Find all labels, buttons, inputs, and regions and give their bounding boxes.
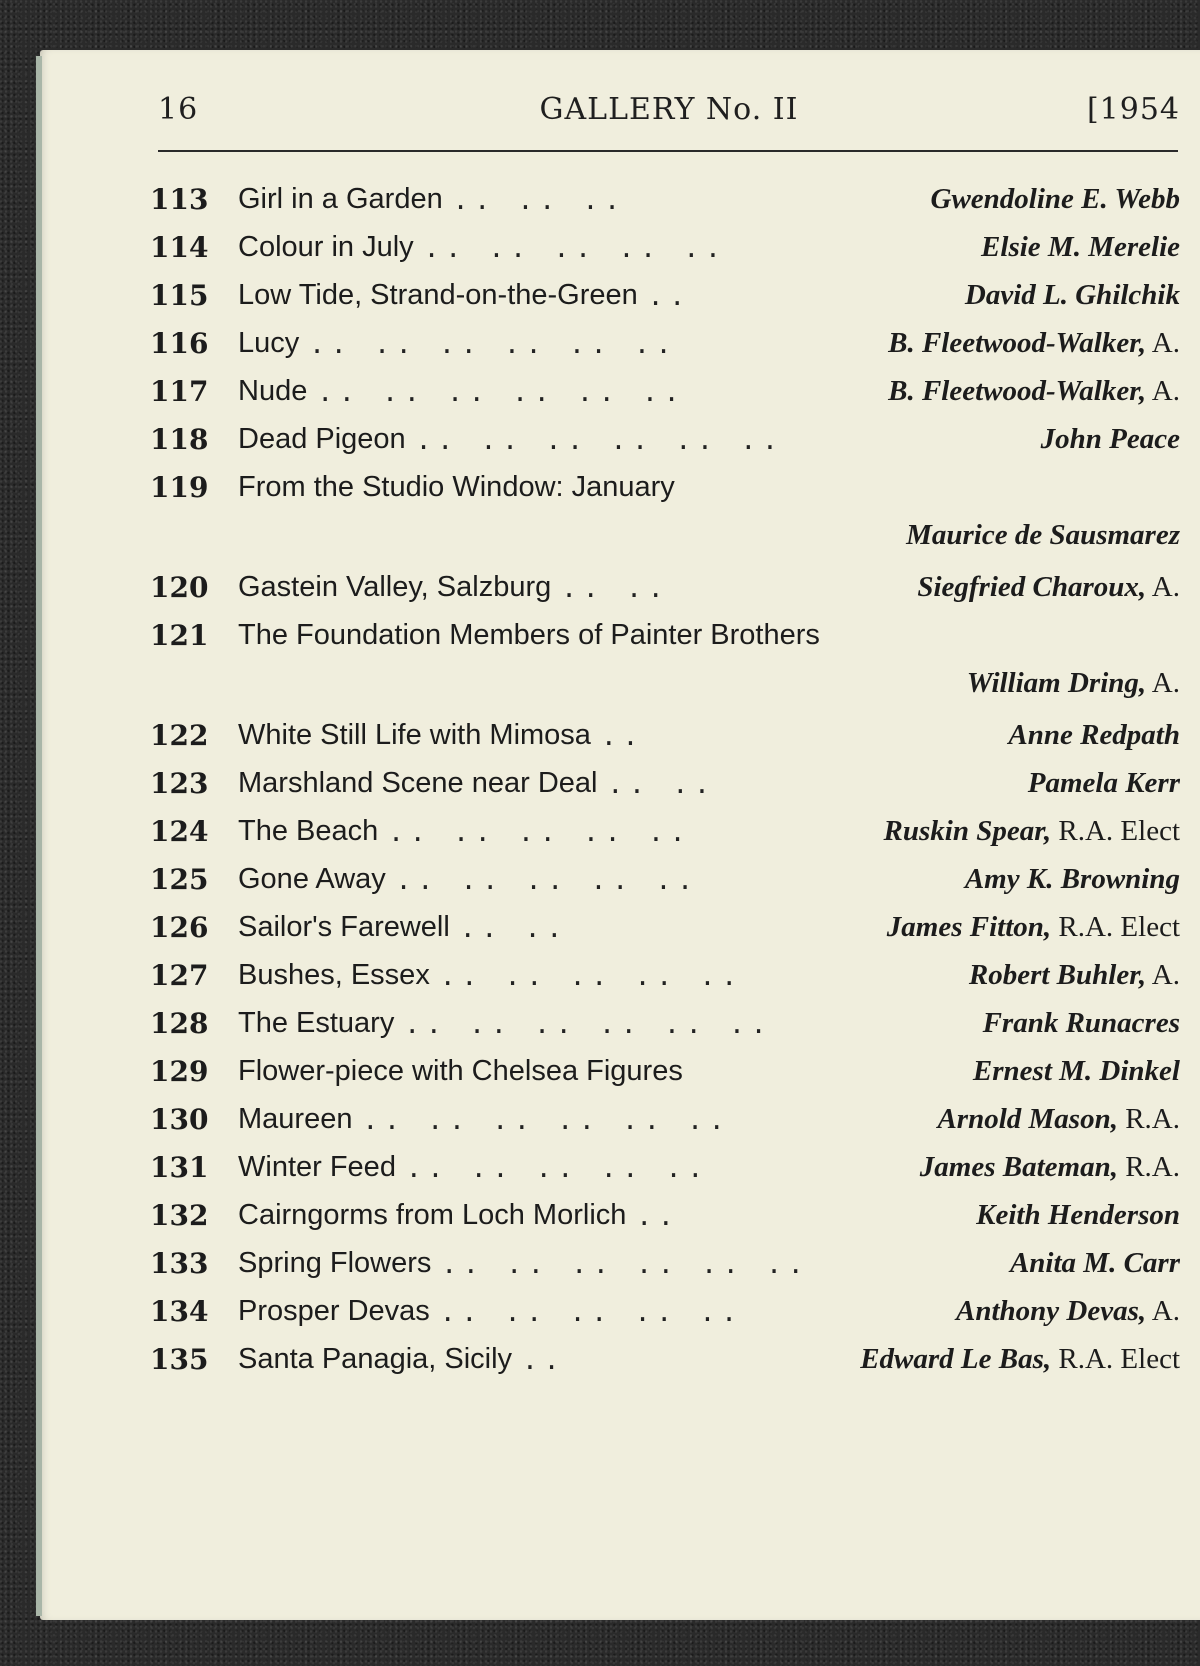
entry-title: Bushes, Essex xyxy=(238,959,430,991)
artist-name: David L. Ghilchik xyxy=(964,279,1180,311)
entry-number: 115 xyxy=(150,279,209,312)
entry-artist xyxy=(1022,765,1180,800)
artist-name: B. Fleetwood-Walker, xyxy=(888,327,1147,359)
entry-number: 120 xyxy=(150,571,209,604)
year: [1954 xyxy=(1086,92,1180,127)
entry-line xyxy=(150,264,1180,312)
page-title: GALLERY No. II xyxy=(539,92,799,127)
entry-title: The Estuary xyxy=(238,1007,395,1039)
catalogue-entry xyxy=(150,1280,1180,1328)
entry-line xyxy=(150,1040,1180,1088)
entry-artist xyxy=(882,373,1180,408)
dot-leader: .. xyxy=(600,722,645,752)
entry-line xyxy=(150,456,1180,504)
catalogue-entry xyxy=(150,944,1180,992)
entry-line xyxy=(150,1280,1180,1328)
entry-artist xyxy=(881,909,1180,944)
artist-name: Elsie M. Merelie xyxy=(981,231,1180,263)
artist-name: Ernest M. Dinkel xyxy=(972,1055,1180,1087)
entry-number: 114 xyxy=(150,231,209,264)
entry-artist xyxy=(878,813,1181,848)
entry-line-continued xyxy=(150,504,1180,552)
dot-leader: .. .. .. .. .. .. xyxy=(362,1106,731,1136)
entry-number: 113 xyxy=(150,183,209,216)
entry-title: Spring Flowers xyxy=(238,1247,432,1279)
catalogue-entry xyxy=(150,896,1180,944)
artist-honour: A. xyxy=(1146,1295,1180,1327)
dot-leader: .. .. .. .. .. xyxy=(423,234,727,264)
entry-title: Maureen xyxy=(238,1103,353,1135)
artist-honour: R.A. xyxy=(1117,1103,1180,1135)
entry-line xyxy=(150,1184,1180,1232)
entry-line xyxy=(150,408,1180,456)
artist-name: Maurice de Sausmarez xyxy=(906,519,1180,551)
artist-name: Robert Buhler, xyxy=(968,959,1147,991)
dot-leader: .. xyxy=(647,282,692,312)
dot-leader: .. .. .. .. .. xyxy=(439,1298,743,1328)
page-header xyxy=(158,92,1180,142)
artist-honour: R.A. xyxy=(1117,1151,1180,1183)
entry-number: 119 xyxy=(150,471,209,504)
catalogue-entry xyxy=(150,168,1180,216)
catalogue-entry xyxy=(150,216,1180,264)
entry-title: Nude xyxy=(238,375,308,407)
entry-number: 121 xyxy=(150,619,209,652)
entry-artist xyxy=(931,1101,1180,1136)
entry-title: Gone Away xyxy=(238,863,386,895)
entry-line xyxy=(150,800,1180,848)
catalogue-entry xyxy=(150,556,1180,604)
catalogue-entry xyxy=(150,1184,1180,1232)
artist-name: James Bateman, xyxy=(919,1151,1118,1183)
entry-list xyxy=(150,168,1180,1376)
artist-name: Edward Le Bas, xyxy=(860,1343,1052,1375)
entry-artist xyxy=(1004,1245,1180,1280)
entry-number: 135 xyxy=(150,1343,209,1376)
catalogue-entry xyxy=(150,704,1180,752)
catalogue-entry xyxy=(150,992,1180,1040)
entry-title: Flower-piece with Chelsea Figures xyxy=(238,1055,683,1087)
entry-title: Winter Feed xyxy=(238,1151,396,1183)
catalogue-entry xyxy=(150,312,1180,360)
entry-number: 122 xyxy=(150,719,209,752)
entry-line-continued xyxy=(150,652,1180,700)
artist-name: Arnold Mason, xyxy=(937,1103,1118,1135)
artist-honour: A. xyxy=(1146,667,1180,699)
catalogue-entry xyxy=(150,456,1180,552)
entry-artist xyxy=(854,1341,1180,1376)
entry-line xyxy=(150,1136,1180,1184)
entry-artist xyxy=(882,325,1180,360)
artist-name: Siegfried Charoux, xyxy=(917,571,1147,603)
entry-line xyxy=(150,704,1180,752)
entry-number: 127 xyxy=(150,959,209,992)
catalogue-entry xyxy=(150,1232,1180,1280)
dot-leader: .. .. .. .. .. xyxy=(388,818,692,848)
entry-title: Santa Panagia, Sicily xyxy=(238,1343,513,1375)
catalogue-entry xyxy=(150,848,1180,896)
entry-artist xyxy=(1002,717,1180,752)
catalogue-entry xyxy=(150,1040,1180,1088)
artist-name: John Peace xyxy=(1040,423,1180,455)
artist-honour: A. xyxy=(1146,571,1180,603)
entry-title: Marshland Scene near Deal xyxy=(238,767,598,799)
entry-line xyxy=(150,168,1180,216)
entry-line xyxy=(150,360,1180,408)
entry-number: 118 xyxy=(150,423,209,456)
artist-honour: A. xyxy=(1146,959,1180,991)
catalogue-entry xyxy=(150,408,1180,456)
catalogue-entry xyxy=(150,1328,1180,1376)
entry-title: Gastein Valley, Salzburg xyxy=(238,571,552,603)
artist-name: Frank Runacres xyxy=(982,1007,1180,1039)
artist-honour: A. xyxy=(1146,375,1180,407)
entry-artist xyxy=(967,1053,1180,1088)
artist-name: James Fitton, xyxy=(886,911,1052,943)
entry-title: Colour in July xyxy=(238,231,414,263)
artist-name: Amy K. Browning xyxy=(964,863,1180,895)
catalogue-entry xyxy=(150,264,1180,312)
entry-line xyxy=(150,1328,1180,1376)
page-number: 16 xyxy=(158,92,199,127)
artist-honour: A. xyxy=(1146,327,1180,359)
entry-number: 126 xyxy=(150,911,209,944)
entry-artist xyxy=(914,1149,1180,1184)
entry-line xyxy=(150,992,1180,1040)
entry-artist xyxy=(975,229,1180,264)
entry-number: 130 xyxy=(150,1103,209,1136)
dot-leader: .. .. .. .. .. xyxy=(439,962,743,992)
entry-number: 128 xyxy=(150,1007,209,1040)
dot-leader: .. .. .. .. .. .. xyxy=(317,378,686,408)
entry-title: From the Studio Window: January xyxy=(238,471,675,503)
entry-number: 123 xyxy=(150,767,209,800)
entry-artist xyxy=(959,861,1180,896)
artist-name: Keith Henderson xyxy=(976,1199,1180,1231)
entry-line xyxy=(150,604,1180,652)
header-rule xyxy=(158,150,1178,152)
dot-leader: .. .. .. .. .. .. xyxy=(441,1250,810,1280)
artist-name: Anthony Devas, xyxy=(956,1295,1147,1327)
entry-title: The Beach xyxy=(238,815,379,847)
dot-leader: .. xyxy=(636,1202,680,1232)
entry-number: 131 xyxy=(150,1151,209,1184)
entry-artist xyxy=(925,181,1180,216)
entry-title: White Still Life with Mimosa xyxy=(238,719,591,751)
entry-artist xyxy=(1035,421,1180,456)
artist-name: Anne Redpath xyxy=(1008,719,1180,751)
entry-line xyxy=(150,944,1180,992)
entry-number: 129 xyxy=(150,1055,209,1088)
dot-leader: .. .. xyxy=(561,574,670,604)
entry-number: 132 xyxy=(150,1199,209,1232)
artist-honour: R.A. Elect xyxy=(1051,1343,1180,1375)
dot-leader: .. .. .. .. .. xyxy=(405,1154,710,1184)
entry-line xyxy=(150,848,1180,896)
entry-line xyxy=(150,896,1180,944)
dot-leader: .. .. .. .. .. .. xyxy=(404,1010,773,1040)
artist-honour: R.A. Elect xyxy=(1051,911,1180,943)
entry-number: 117 xyxy=(150,375,209,408)
entry-number: 124 xyxy=(150,815,209,848)
entry-number: 133 xyxy=(150,1247,209,1280)
dot-leader: .. .. .. .. .. xyxy=(395,866,699,896)
entry-line xyxy=(150,1088,1180,1136)
entry-number: 134 xyxy=(150,1295,209,1328)
entry-number: 116 xyxy=(150,327,209,360)
catalogue-entry xyxy=(150,1088,1180,1136)
entry-line xyxy=(150,556,1180,604)
entry-artist xyxy=(963,957,1180,992)
artist-honour: R.A. Elect xyxy=(1051,815,1180,847)
entry-title: Girl in a Garden xyxy=(238,183,443,215)
entry-artist xyxy=(961,665,1180,700)
entry-title: Dead Pigeon xyxy=(238,423,406,455)
catalogue-entry xyxy=(150,800,1180,848)
entry-artist xyxy=(959,277,1180,312)
artist-name: Anita M. Carr xyxy=(1009,1247,1180,1279)
dot-leader: .. .. xyxy=(459,914,569,944)
entry-title: Lucy xyxy=(238,327,300,359)
page-edge xyxy=(36,56,42,1616)
artist-name: B. Fleetwood-Walker, xyxy=(888,375,1147,407)
entry-title: The Foundation Members of Painter Brothers xyxy=(238,619,820,651)
entry-line xyxy=(150,216,1180,264)
catalogue-entry xyxy=(150,604,1180,700)
entry-artist xyxy=(900,517,1180,552)
entry-artist xyxy=(950,1293,1180,1328)
dot-leader: .. .. .. .. .. .. xyxy=(309,330,678,360)
entry-artist xyxy=(970,1197,1180,1232)
entry-title: Sailor's Farewell xyxy=(238,911,450,943)
catalogue-entry xyxy=(150,1136,1180,1184)
entry-line xyxy=(150,752,1180,800)
artist-name: Pamela Kerr xyxy=(1027,767,1180,799)
artist-name: Gwendoline E. Webb xyxy=(930,183,1180,215)
dot-leader: .. .. .. xyxy=(452,186,626,216)
artist-name: Ruskin Spear, xyxy=(883,815,1052,847)
dot-leader: .. xyxy=(522,1346,566,1376)
entry-artist xyxy=(911,569,1180,604)
entry-title: Low Tide, Strand-on-the-Green xyxy=(238,279,638,311)
dot-leader: .. .. xyxy=(607,770,716,800)
entry-artist xyxy=(977,1005,1180,1040)
entry-title: Prosper Devas xyxy=(238,1295,430,1327)
entry-number: 125 xyxy=(150,863,209,896)
entry-line xyxy=(150,1232,1180,1280)
catalogue-entry xyxy=(150,360,1180,408)
catalogue-entry xyxy=(150,752,1180,800)
entry-title: Cairngorms from Loch Morlich xyxy=(238,1199,627,1231)
dot-leader: .. .. .. .. .. .. xyxy=(415,426,784,456)
entry-line xyxy=(150,312,1180,360)
artist-name: William Dring, xyxy=(966,667,1147,699)
